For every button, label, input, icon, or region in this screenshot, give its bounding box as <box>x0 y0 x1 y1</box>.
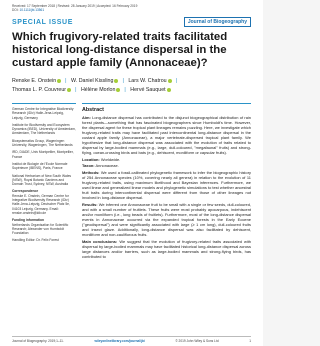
abstract-label: Methods: <box>82 169 100 175</box>
author-separator: | <box>65 78 67 84</box>
author-separator: | <box>75 87 77 93</box>
abstract-paragraph <box>82 163 251 168</box>
abstract-paragraph <box>82 115 251 155</box>
affiliation: IRD, DIADE, Univ Montpellier, Montpellier, France <box>12 150 74 159</box>
issue-type: SPECIAL ISSUE <box>12 19 73 26</box>
issue-bar <box>12 17 251 27</box>
abstract-label: Main conclusions: <box>82 238 118 244</box>
abstract-paragraph <box>82 157 251 162</box>
abstract-text: We used a fossil-calibrated phylogenetic framework to infer the biogeographic history of 254 Annonaceae species (10%, covering nearly all genera) in relation to the evolution of 11 frugivory-related traits, using maximum likelihood and Bayesian inferences. Furthermore, we used linear and generalized linear models and phylogenetic simulations to test whether ancestral fruit traits during intercontinental dispersal were different from those of other lineages not involved in long-distance dispersal. <box>82 169 251 201</box>
affiliation: Institute for Biodiversity and Ecosystem Dynamics (IBED), University of Amsterdam, Amsterdam, The Netherlands <box>12 122 76 136</box>
paper-title: Which frugivory-related traits facilitated historical long-distance dispersal in the custard apple family (Annonaceae)? <box>12 31 228 69</box>
author-name[interactable]: Thomas L. P. Couvreur <box>12 87 67 93</box>
correspondence-text: Renske E. Onstein, German Centre for Integrative Biodiversity Research (iDiv) Halle-Jena-Leipzig, Deutscher Platz 5e, 04103 Leipzig, Germany. Email: renske.onstein@idiv.de <box>12 193 70 215</box>
abstract-text: We inferred one Annonaceae fruit to be small with a single or few seeds, dull-coloured, and with a small number of fruitlets. These fruits were most probably apocarpous, indehiscent and/or moniliform (i.e., long beads of fruitlets). Furthermore, most of the long-distance dispersal events in Annonaceae occurred via the expanded tropical forests in the Early Eocene ("geodispersal") and were significantly associated with large (≥ 1 cm long), dull-coloured fruits and insect glaze. Additionally, long-distance dispersal was also facilitated by dehiscent, moniliform and non-cauliflorous fruits. <box>82 201 251 238</box>
author-name[interactable]: Hélène Morlon <box>80 87 116 93</box>
author-name[interactable]: Hervé Sauquet <box>130 87 166 93</box>
funding-heading: Funding information <box>12 218 45 223</box>
abstract-paragraph <box>82 202 251 237</box>
doi-link[interactable]: 10.1111/jbi.13561 <box>19 8 45 12</box>
orcid-icon[interactable] <box>67 88 71 92</box>
author-name[interactable]: Renske E. Onstein <box>12 78 57 84</box>
footer-journal: Journal of Biogeography. 2019;1–11. <box>12 339 64 343</box>
abstract-text: Annonaceae. <box>95 163 119 169</box>
received-line: Received: 17 September 2018 | Revised: 28 January 2019 | Accepted: 16 February 2019 <box>12 4 138 8</box>
author-separator: | <box>122 78 124 84</box>
author-list <box>12 77 251 95</box>
funding-text: Netherlands Organisation for Scientific Research; Alexander von Humboldt Foundation <box>12 222 69 236</box>
author-separator: | <box>175 78 177 84</box>
orcid-icon[interactable] <box>57 79 61 83</box>
abstract-text: We suggest that the evolution of frugivory-related traits associated with dispersal by large-bodied mammals may have facilitated historical long-distance dispersal across large distances and/or barriers, such as large-bodied mammals and strong-flying birds, has contributed to <box>82 238 251 259</box>
abstract-paragraph <box>82 239 251 259</box>
doi-line <box>12 8 251 12</box>
journal-logo: Journal of Biogeography <box>184 17 251 27</box>
orcid-icon[interactable] <box>168 79 172 83</box>
affiliation: Institut de Biologie de l'Ecole Normale Supérieure (IBENS), Paris, France <box>12 161 68 171</box>
author-name[interactable]: W. Daniel Kissling <box>71 78 114 84</box>
abstract-heading: Abstract <box>82 107 104 113</box>
author-name[interactable]: Lars W. Chatrou <box>128 78 167 84</box>
front-matter <box>12 103 251 260</box>
page-footer <box>12 336 251 343</box>
abstract-text: Long-distance dispersal has contributed to the disjunct biogeographical distribution of rain forest plants—something that has fascinated biogeographers since Humboldt's time. However, the dispersal agent for these tropical plant lineages remains puzzling. Here, we investigate which frugivory-related traits may have facilitated past intercontinental long-distance dispersal in the custard apple family (Annonaceae), a major vertebrate-dispersed tropical plant family. We hypothesize that long-distance dispersal was associated with the evolution of traits related to dispersal by large-bodied mammals (e.g., large, dull-coloured, "megafaunal" fruits) and strong-flying, ocean-crossing birds and bats (e.g., dehiscent, moniliform or capsular fruits). <box>82 115 251 156</box>
affiliation: Biosystematics Group, Wageningen University, Wageningen, The Netherlands <box>12 138 73 148</box>
author-separator: | <box>124 87 126 93</box>
orcid-icon[interactable] <box>116 88 120 92</box>
footer-url[interactable]: wileyonlinelibrary.com/journal/jbi <box>94 339 145 343</box>
orcid-icon[interactable] <box>167 88 171 92</box>
affiliations-column <box>12 103 76 260</box>
affiliation: National Herbarium of New South Wales (NSW), Royal Botanic Gardens and Domain Trust, Sydney, NSW, Australia <box>12 173 72 187</box>
handling-editor: Handling Editor: Dr. Felix Forest <box>12 238 59 243</box>
abstract-column <box>82 103 251 260</box>
abstract-text: Worldwide. <box>100 156 121 162</box>
abstract-label: Taxon: <box>82 163 95 169</box>
doi-label: DOI: <box>12 8 19 12</box>
abstract-label: Location: <box>82 156 100 162</box>
orcid-icon[interactable] <box>114 79 118 83</box>
page-number: 1 <box>249 339 251 343</box>
abstract-paragraph <box>82 170 251 200</box>
footer-copyright: © 2019 John Wiley & Sons Ltd <box>175 339 219 343</box>
affiliation: German Centre for Integrative Biodiversity Research (iDiv) Halle-Jena-Leipzig, Leipzig, Germany <box>12 107 74 120</box>
abstract-label: Results: <box>82 201 98 207</box>
correspondence-heading: Correspondence <box>12 189 39 194</box>
abstract-label: Aim: <box>82 115 91 120</box>
